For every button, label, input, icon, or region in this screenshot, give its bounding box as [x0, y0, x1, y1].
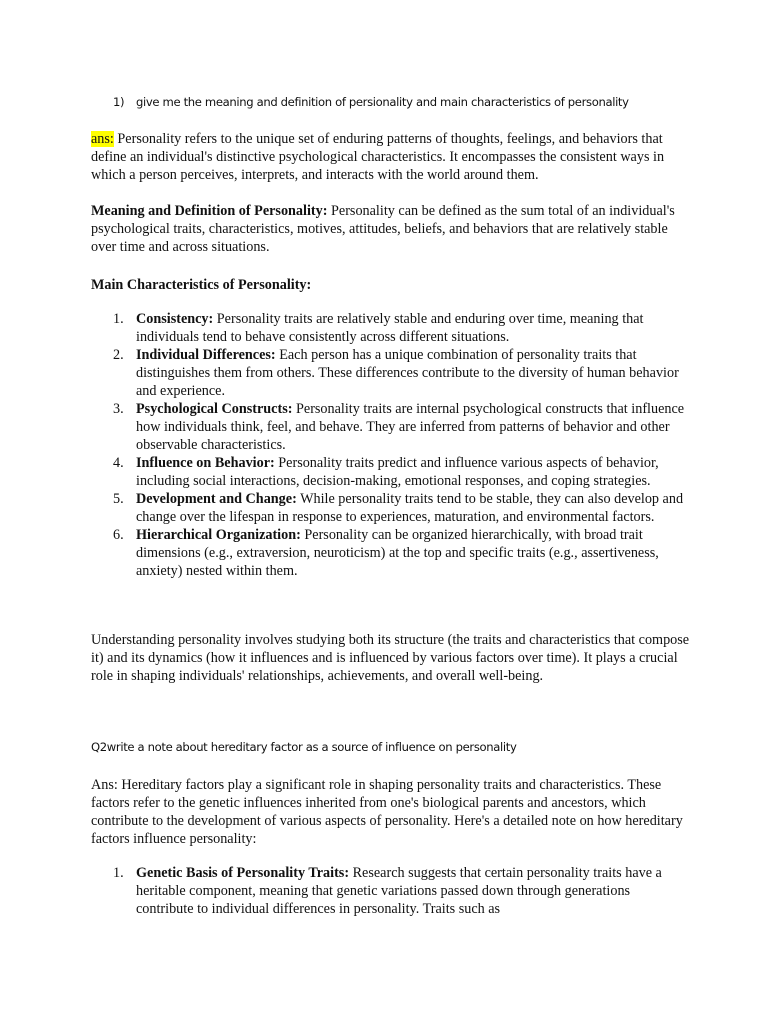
list-item-title: Influence on Behavior: — [136, 455, 275, 471]
list-item-title: Hierarchical Organization: — [136, 527, 301, 543]
list-item-title: Genetic Basis of Personality Traits: — [136, 865, 350, 881]
list-item-number: 2. — [113, 347, 124, 363]
answer-2-paragraph: Ans: Hereditary factors play a significant role in shaping personality traits and characteristics. These factors refer to the genetic influences inherited from one's biological parents and ancestors, which contribute to the development of various aspects of personality. Here's a detailed note on how hereditary factors influence personality: — [91, 777, 683, 847]
list-item-text: While personality traits tend to be stable, they can also develop and change over the lifespan in response to experiences, maturation, and environmental factors. — [136, 491, 684, 525]
list-item-title: Consistency: — [136, 311, 214, 327]
characteristics-heading: Main Characteristics of Personality: — [91, 277, 312, 293]
question-1-text: give me the meaning and definition of persionality and main characteristics of personality — [136, 95, 629, 109]
list-item — [91, 310, 691, 346]
hereditary-list — [91, 864, 691, 918]
list-item-title: Psychological Constructs: — [136, 401, 293, 417]
answer-1-text: Personality refers to the unique set of enduring patterns of thoughts, feelings, and behaviors that define an individual's distinctive psychological characteristics. It encompasses the consistent ways in which a person perceives, interprets, and interacts with the world around them. — [91, 131, 665, 183]
list-item-number: 6. — [113, 527, 124, 543]
definition-paragraph — [91, 202, 691, 256]
list-item-number: 1. — [113, 311, 124, 327]
list-item-number: 5. — [113, 491, 124, 507]
list-item-text: Each person has a unique combination of personality traits that distinguishes them from others. These differences contribute to the diversity of human behavior and experience. — [136, 347, 679, 399]
summary-paragraph: Understanding personality involves studying both its structure (the traits and characteristics that compose it) and its dynamics (how it influences and is influenced by various factors over time). It plays a crucial role in shaping individuals' relationships, achievements, and overall well-being. — [91, 632, 690, 684]
list-item-number: 1. — [113, 865, 124, 881]
definition-text: Personality can be defined as the sum total of an individual's psychological traits, characteristics, motives, attitudes, beliefs, and behaviors that are relatively stable over time and across situations. — [91, 203, 675, 255]
answer-1-label: ans: — [91, 131, 114, 147]
list-item — [91, 346, 691, 400]
question-1-number: 1) — [113, 95, 125, 109]
list-item-text: Personality can be organized hierarchically, with broad trait dimensions (e.g., extraversion, neuroticism) at the top and specific traits (e.g., assertiveness, anxiety) nested within them. — [136, 527, 659, 579]
list-item-number: 4. — [113, 455, 124, 471]
list-item-title: Development and Change: — [136, 491, 297, 507]
list-item — [91, 526, 691, 580]
answer-1-paragraph — [91, 130, 691, 184]
list-item-title: Individual Differences: — [136, 347, 276, 363]
definition-heading: Meaning and Definition of Personality: — [91, 203, 328, 219]
question-2: Q2write a note about hereditary factor as a source of influence on personality — [91, 740, 517, 754]
list-item-text: Personality traits predict and influence various aspects of behavior, including social interactions, decision-making, emotional responses, and coping strategies. — [136, 455, 659, 489]
list-item-text: Research suggests that certain personality traits have a heritable component, meaning that genetic variations passed down through generations contribute to individual differences in personality. Traits such as — [136, 865, 662, 917]
question-1 — [113, 94, 629, 110]
list-item-text: Personality traits are internal psychological constructs that influence how individuals think, feel, and behave. They are inferred from patterns of behavior and other observable characteristics. — [136, 401, 685, 453]
list-item-number: 3. — [113, 401, 124, 417]
list-item — [91, 400, 691, 454]
list-item — [91, 490, 691, 526]
characteristics-list — [91, 310, 691, 580]
list-item-text: Personality traits are relatively stable and enduring over time, meaning that individuals tend to behave consistently across different situations. — [136, 311, 644, 345]
list-item — [91, 864, 691, 918]
list-item — [91, 454, 691, 490]
